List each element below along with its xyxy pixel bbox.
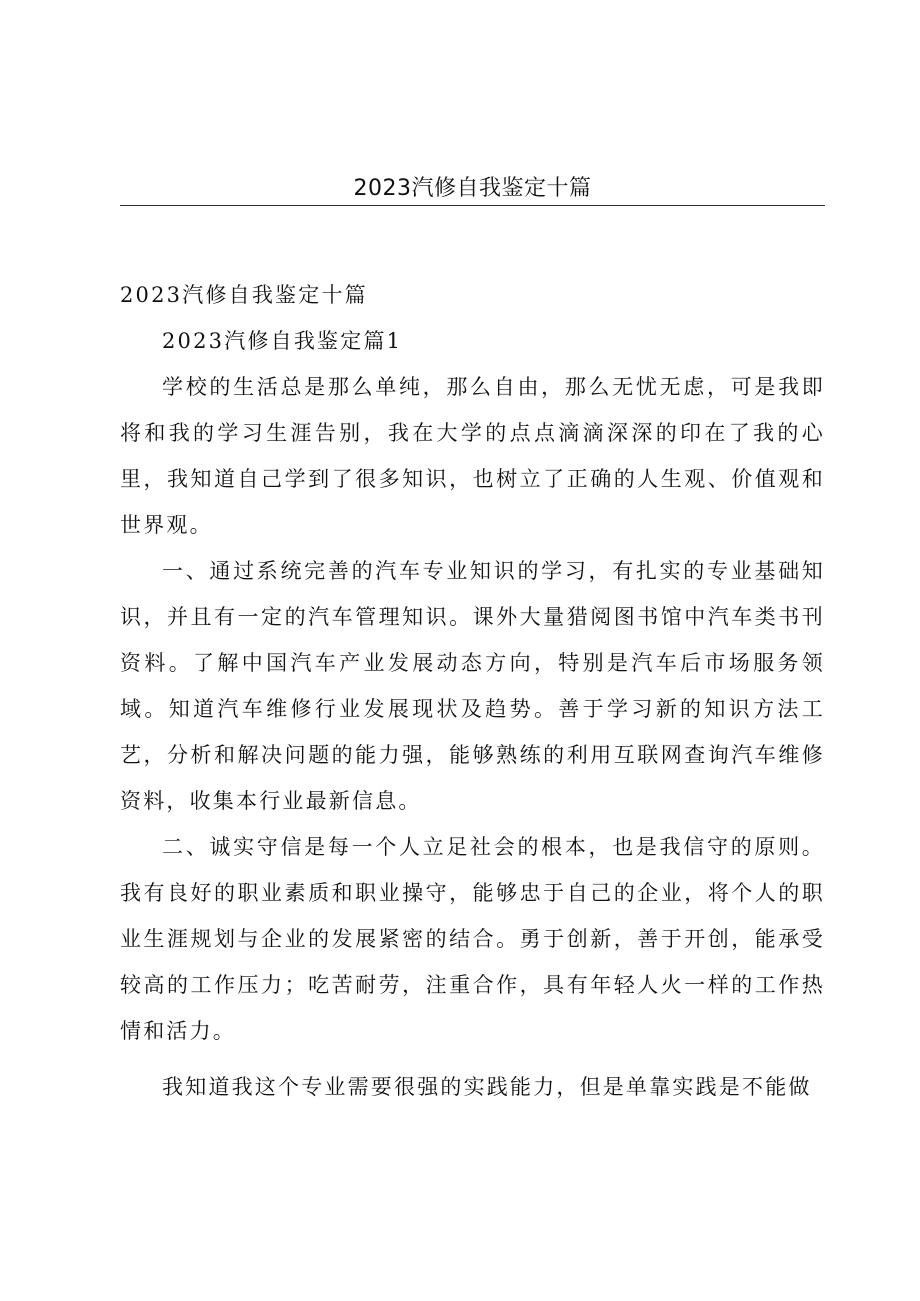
paragraph: 一、通过系统完善的汽车专业知识的学习，有扎实的专业基础知识，并且有一定的汽车管理知识。课外大量猎阅图书馆中汽车类书刊资料。了解中国汽车产业发展动态方向，特别是汽车后市场服务领域。知道汽车维修行业发展现状及趋势。善于学习新的知识方法工艺，分析和解决问题的能力强，能够熟练的利用互联网查询汽车维修资料，收集本行业最新信息。 xyxy=(120,559,825,813)
paragraph: 我知道我这个专业需要很强的实践能力，但是单靠实践是不能做 xyxy=(162,1075,812,1099)
document-title: 2023汽修自我鉴定十篇 xyxy=(120,283,368,307)
section-title: 2023汽修自我鉴定篇1 xyxy=(162,329,403,353)
header-title: 2023汽修自我鉴定十篇 xyxy=(353,176,592,201)
paragraph: 学校的生活总是那么单纯，那么自由，那么无忧无虑，可是我即将和我的学习生涯告别，我在大学的点点滴滴深深的印在了我的心里，我知道自己学到了很多知识，也树立了正确的人生观、价值观和世界观。 xyxy=(120,375,825,537)
document-body xyxy=(120,272,825,1110)
header-divider xyxy=(120,205,825,206)
paragraph: 二、诚实守信是每一个人立足社会的根本，也是我信守的原则。我有良好的职业素质和职业操守，能够忠于自己的企业，将个人的职业生涯规划与企业的发展紧密的结合。勇于创新，善于开创，能承受较高的工作压力；吃苦耐劳，注重合作，具有年轻人火一样的工作热情和活力。 xyxy=(120,835,825,1043)
